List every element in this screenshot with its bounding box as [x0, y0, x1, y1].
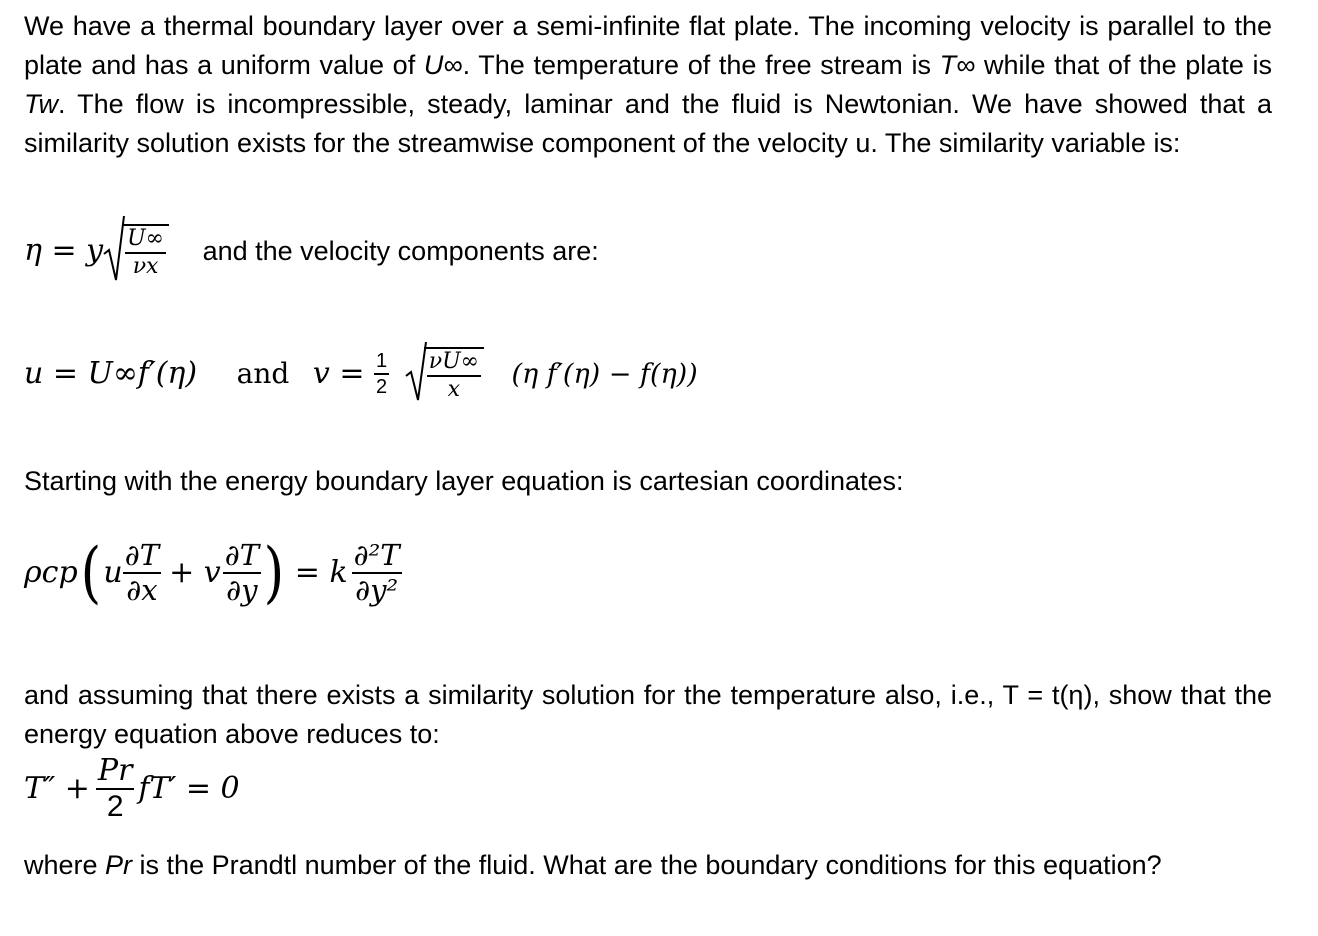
final-paragraph [24, 846, 1272, 885]
half-numerator: 1 [374, 351, 389, 375]
t-infinity-symbol: T∞ [939, 50, 976, 80]
dT-dy-denominator: ∂y [226, 573, 258, 607]
d2T-numerator: ∂²T [353, 538, 400, 572]
prandtl-symbol: Pr [105, 850, 133, 880]
t-double-prime-plus: T″ + [24, 771, 90, 806]
final-text-1: where [24, 850, 106, 880]
velocity-equation [24, 340, 698, 408]
intro-text-4: . The flow is incompressible, steady, laminar and the fluid is Newtonian. We have showed that a similarity solution exists for the streamwise component of the velocity u. The similarity variable is: [24, 89, 1272, 158]
v-lhs: v = [312, 356, 365, 391]
rho-cp: ρcp [24, 555, 78, 590]
sqrt-velocity-denominator: x [447, 377, 461, 402]
two-denominator: 2 [106, 790, 124, 823]
dT-dy-fraction [223, 538, 261, 607]
intro-text-2: . The temperature of the free stream is [462, 50, 940, 80]
dy2-denominator: ∂y² [355, 573, 399, 607]
sqrt-numerator: U∞ [125, 228, 166, 254]
u-infinity-symbol: U∞ [423, 50, 463, 80]
pr-over-2-fraction [96, 753, 135, 823]
sqrt-ratio [103, 214, 169, 288]
d2T-dy2-fraction [352, 538, 402, 607]
eta-lhs: η = y [24, 233, 104, 268]
f-t-prime-equals-zero: fT′ = 0 [138, 771, 240, 806]
v-velocity-tail: (η f′(η) − f(η)) [511, 358, 698, 390]
dT-dx-denominator: ∂x [126, 573, 158, 607]
left-paren: ( [80, 534, 101, 611]
one-half-fraction [374, 351, 389, 397]
energy-intro-paragraph: Starting with the energy boundary layer equation is cartesian coordinates: [24, 466, 904, 496]
pr-numerator: Pr [97, 753, 133, 788]
half-denominator: 2 [376, 376, 388, 398]
intro-paragraph [24, 7, 1272, 163]
velocity-components-intro: and the velocity components are: [202, 235, 599, 266]
reduced-equation [24, 753, 240, 823]
u-velocity-expression: u = U∞f′(η) [24, 356, 198, 391]
intro-text-1: We have a thermal boundary layer over a semi-infinite flat plate. The incoming velocity is parallel to the plate and has a uniform value of [24, 11, 1272, 80]
u-term: u [103, 555, 123, 590]
sqrt-denominator: νx [132, 254, 159, 279]
similarity-equation [24, 214, 599, 288]
sqrt-velocity-ratio [405, 340, 484, 408]
and-connector: and [236, 357, 290, 390]
dT-dy-numerator: ∂T [224, 538, 260, 572]
dT-dx-fraction [123, 538, 161, 607]
assumption-paragraph: and assuming that there exists a similarity solution for the temperature also, i.e., T = t(η), show that the energy equation above reduces to: [24, 680, 1272, 749]
final-text-2: is the Prandtl number of the fluid. What are the boundary conditions for this equation? [132, 850, 1162, 880]
energy-equation [24, 534, 402, 611]
equals-k: = k [294, 555, 348, 590]
right-paren: ) [263, 534, 285, 611]
dT-dx-numerator: ∂T [124, 538, 160, 572]
t-wall-symbol: Tw [24, 89, 58, 119]
intro-text-3: while that of the plate is [975, 50, 1273, 80]
sqrt-velocity-numerator: νU∞ [427, 351, 481, 377]
plus-v-term: + v [169, 555, 221, 590]
